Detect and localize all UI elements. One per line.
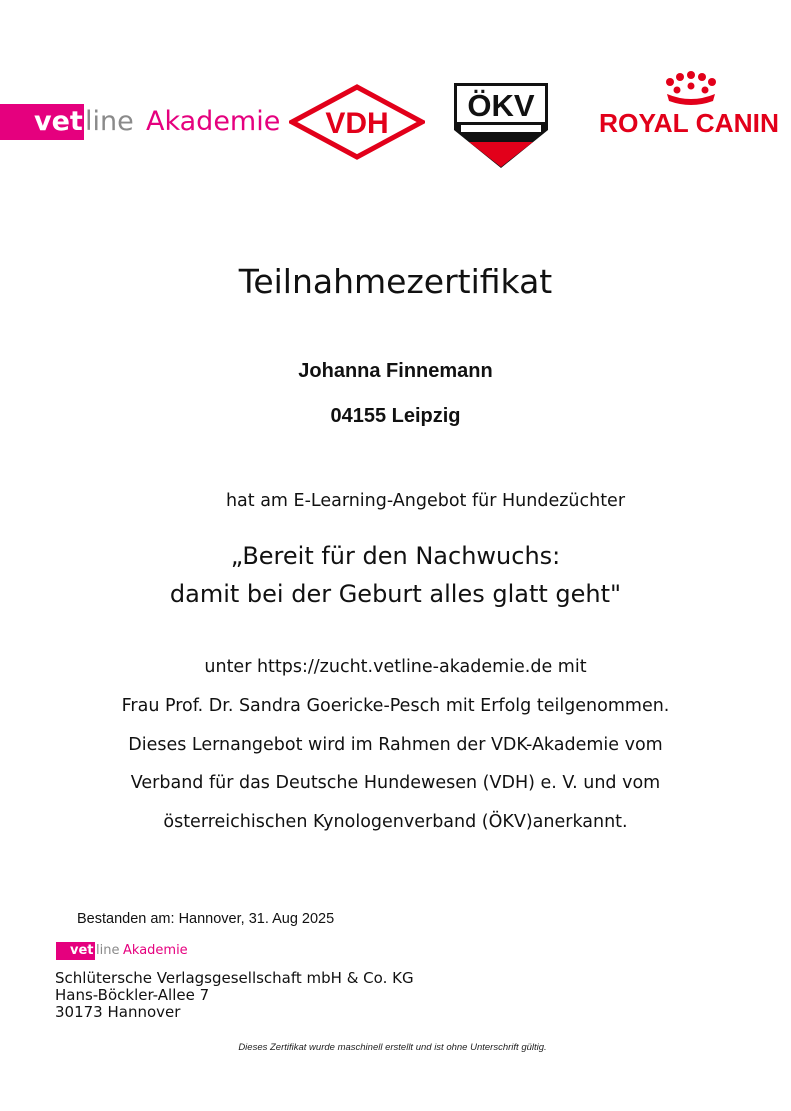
vetline-small-logo-akademie: Akademie	[123, 943, 188, 958]
course-title-line1: „Bereit für den Nachwuchs:	[230, 542, 561, 570]
passed-date: Bestanden am: Hannover, 31. Aug 2025	[77, 911, 335, 927]
text-line-4: Verband für das Deutsche Hundewesen (VDH) e. V. und vom	[130, 773, 661, 793]
participant-location: 04155 Leipzig	[330, 405, 461, 427]
vetline-logo-vet: vet	[34, 106, 83, 137]
text-line-5: österreichischen Kynologenverband (ÖKV)anerkannt.	[163, 812, 628, 832]
vdh-logo-text: VDH	[325, 107, 389, 140]
vetline-small-logo-vet: vet	[70, 943, 94, 958]
text-line-1: unter https://zucht.vetline-akademie.de mit	[204, 657, 587, 677]
participant-name: Johanna Finnemann	[298, 360, 493, 382]
company-street: Hans-Böckler-Allee 7	[55, 986, 210, 1004]
intro-text: hat am E-Learning-Angebot für Hundezüchter	[225, 491, 626, 511]
okv-logo	[451, 80, 551, 170]
vetline-logo-akademie: Akademie	[146, 106, 281, 137]
company-name: Schlütersche Verlagsgesellschaft mbH & Co. KG	[55, 969, 414, 987]
course-title-line2: damit bei der Geburt alles glatt geht"	[169, 580, 622, 608]
certificate-title: Teilnahmezertifikat	[238, 262, 553, 301]
text-line-3: Dieses Lernangebot wird im Rahmen der VDK-Akademie vom	[128, 735, 663, 755]
royal-canin-text: ROYAL CANIN	[599, 108, 779, 138]
okv-logo-text: ÖKV	[467, 88, 535, 123]
vdh-logo	[289, 84, 425, 160]
company-city: 30173 Hannover	[55, 1003, 181, 1021]
royal-canin-crown-icon	[666, 71, 716, 105]
vetline-small-logo-line: line	[96, 943, 120, 958]
footer-note: Dieses Zertifikat wurde maschinell erstellt und ist ohne Unterschrift gültig.	[238, 1042, 547, 1053]
vetline-logo-line: line	[85, 106, 134, 137]
text-line-2: Frau Prof. Dr. Sandra Goericke-Pesch mit Erfolg teilgenommen.	[121, 696, 670, 716]
royal-canin-logo	[597, 68, 787, 140]
